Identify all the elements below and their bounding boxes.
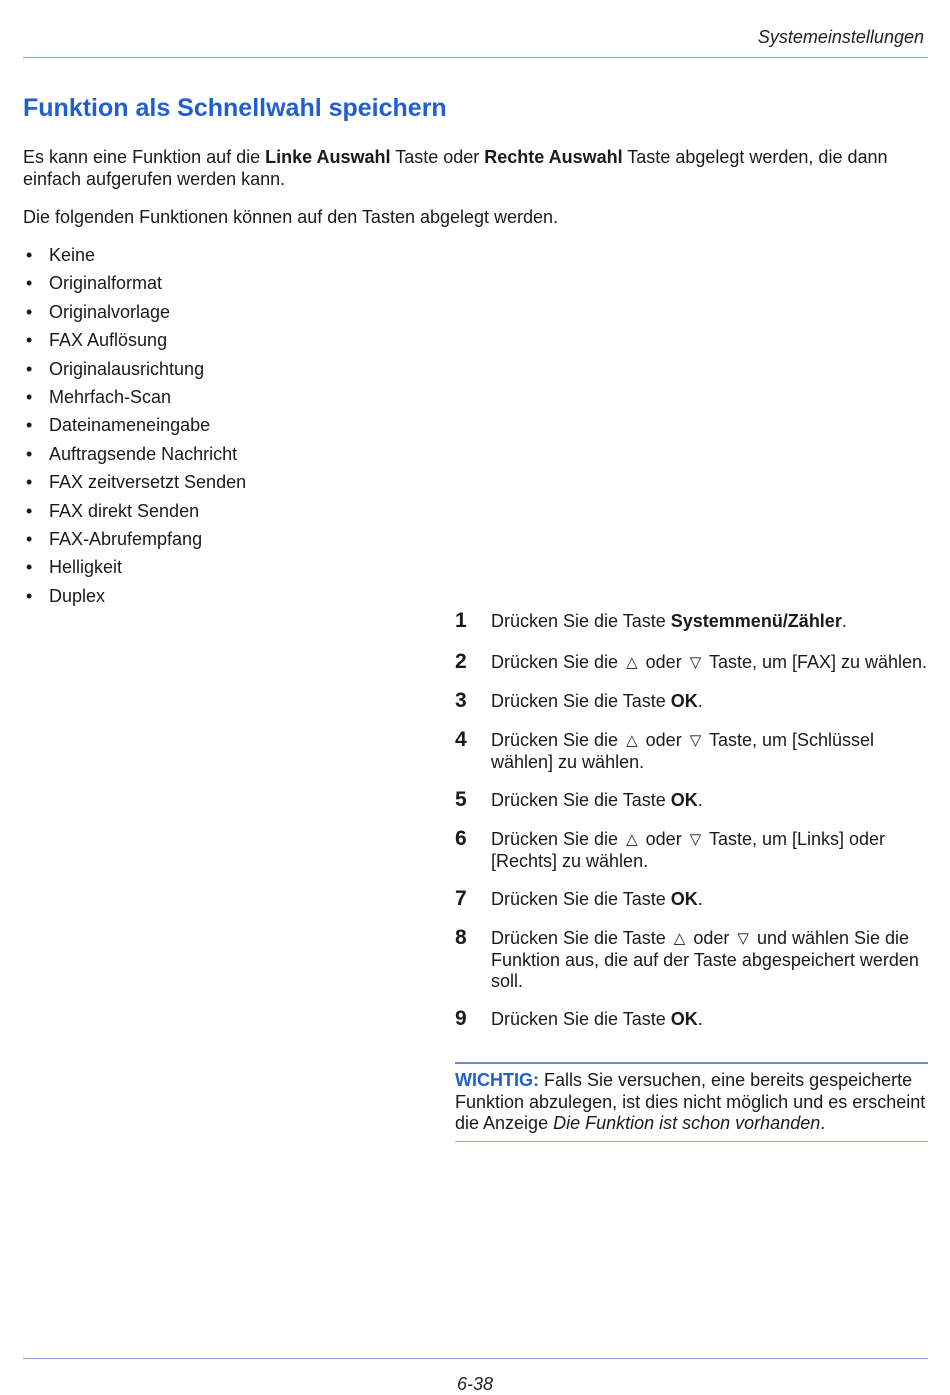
step-8 [455,928,928,993]
key-name: OK [670,889,698,909]
list-intro-paragraph: Die folgenden Funktionen können auf den Tasten abgelegt werden. [23,207,559,227]
bullet-icon: • [26,472,33,493]
step-7 [455,889,928,911]
intro-text: Taste oder [390,147,485,167]
key-name: OK [670,691,698,711]
key-name: Systemmenü/Zähler [670,611,842,631]
bullet-icon: • [26,415,33,436]
running-header: Systemeinstellungen [757,27,924,47]
bullet-icon: • [26,273,33,294]
list-item: • Originalvorlage [26,301,171,322]
list-item: • FAX zeitversetzt Senden [26,472,247,493]
bullet-icon: • [26,245,33,265]
intro-paragraph [23,146,928,190]
list-item: • Auftragsende Nachricht [26,443,238,464]
bullet-icon: • [26,358,33,379]
intro-text: Es kann eine Funktion auf die [23,147,266,167]
step-4 [455,730,928,773]
key-name: OK [670,790,698,810]
header-divider [23,57,928,58]
list-item: • Dateinameneingabe [26,415,211,436]
page-number: 6-38 [456,1374,494,1394]
step-number: 2 [455,650,467,673]
down-arrow-key-icon: ▽ [737,930,749,947]
down-arrow-key-icon: ▽ [689,732,702,749]
step-number: 1 [455,609,467,632]
step-5 [455,790,928,812]
step-number: 4 [455,728,467,751]
key-name: OK [670,1009,698,1029]
step-number: 9 [455,1007,467,1030]
step-text: Drücken Sie die △ oder ▽ Taste, um [FAX] zu wählen. [491,652,928,672]
step-text: Drücken Sie die Taste △ oder ▽ und wählen Sie die Funktion aus, die auf der Taste abgespeichert werden soll. [491,928,919,991]
step-number: 3 [455,689,467,712]
page-title: Funktion als Schnellwahl speichern [23,94,447,122]
bullet-icon: • [26,330,33,351]
list-item: • Originalausrichtung [26,358,205,379]
list-item: • Duplex [26,585,106,606]
step-text: Drücken Sie die Taste OK. [491,790,703,810]
list-item: • Keine [26,245,96,265]
bullet-icon: • [26,528,33,549]
step-number: 8 [455,926,467,949]
bullet-icon: • [26,443,33,464]
key-name-left: Linke Auswahl [265,147,391,167]
up-arrow-key-icon: △ [673,930,686,947]
step-number: 7 [455,887,467,910]
step-text: Drücken Sie die △ oder ▽ Taste, um [Schlüssel wählen] zu wählen. [491,730,875,772]
bullet-icon: • [26,557,33,578]
intro-text: Taste abgelegt werden, die dann einfach aufgerufen werden kann. [23,147,888,189]
list-item: • FAX Auflösung [26,330,168,351]
bullet-icon: • [26,386,33,407]
up-arrow-key-icon: △ [626,732,638,749]
up-arrow-key-icon: △ [626,831,638,848]
list-item: • FAX direkt Senden [26,500,200,521]
feature-list [23,244,246,613]
key-name-right: Rechte Auswahl [484,147,623,167]
step-9 [455,1009,928,1031]
display-message: Die Funktion ist schon vorhanden [553,1113,821,1133]
step-text: Drücken Sie die △ oder ▽ Taste, um [Links] oder [Rechts] zu wählen. [491,829,886,871]
list-item: • FAX-Abrufempfang [26,528,203,549]
step-number: 5 [455,788,467,811]
note-label: WICHTIG: [455,1070,539,1090]
down-arrow-key-icon: ▽ [689,831,702,848]
up-arrow-key-icon: △ [626,654,638,671]
step-text: Drücken Sie die Taste OK. [491,691,703,711]
step-6 [455,829,928,872]
bullet-icon: • [26,301,33,322]
footer-divider [23,1358,928,1359]
step-text: Drücken Sie die Taste Systemmenü/Zähler. [491,611,847,631]
bullet-icon: • [26,585,33,606]
step-3 [455,691,928,713]
bullet-icon: • [26,500,33,521]
step-text: Drücken Sie die Taste OK. [491,889,703,909]
step-1 [455,611,928,633]
list-item: • Helligkeit [26,557,123,578]
step-text: Drücken Sie die Taste OK. [491,1009,703,1029]
note-text: Falls Sie versuchen, eine bereits gespeicherte Funktion abzulegen, ist dies nicht möglich und es erscheint die Anzeige [455,1070,926,1133]
step-number: 6 [455,827,467,850]
step-2 [455,652,928,674]
down-arrow-key-icon: ▽ [689,654,702,671]
list-item: • Originalformat [26,273,163,294]
important-note: WICHTIG: Falls Sie versuchen, eine bereits gespeicherte Funktion abzulegen, ist dies nicht möglich und es erscheint die Anzeige Die Funktion ist schon vorhanden. [455,1062,928,1142]
list-item: • Mehrfach-Scan [26,386,172,407]
